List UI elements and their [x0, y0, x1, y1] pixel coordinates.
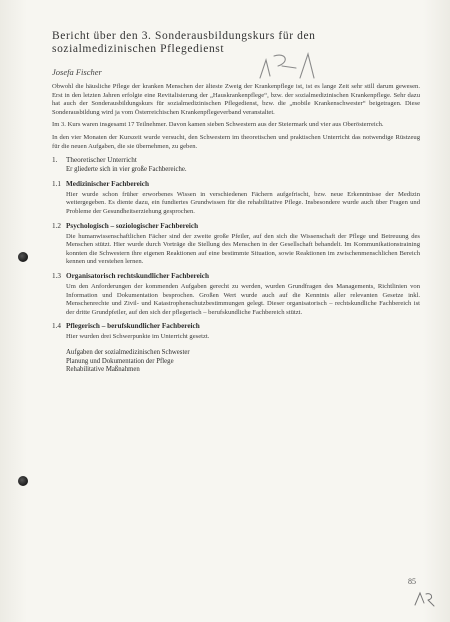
subsection-body: Hier wurde schon früher erworbenes Wissen in verschiedenen Fächern aufgefrischt, bzw. neue Erkenntnisse der Medizin weitergegeben. Es diente dazu, ein fundiertes Grundwissen für die rehabilitative Pflege. Insbesondere wurde auch über Fragen und Probleme der Gesundheitserziehung gesprochen.	[66, 190, 420, 215]
focus-list	[66, 349, 420, 375]
intro-paragraph: In den vier Monaten der Kurszeit wurde versucht, den Schwestern im theoretischen und praktischen Unterricht das notwendige Rüstzeug für die neuen Aufgaben, die sie übernehmen, zu geben.	[52, 133, 420, 150]
subsection-body: Um den Anforderungen der kommenden Aufgaben gerecht zu werden, wurden Grundfragen des Managements, Richtlinien von Information und Dokumentation besprochen. Großen Wert wurde auch auf die Kenntnis aller relevanten Gesetze inkl. Menschenrechte und Zivil- und Katastrophenschutzbestimmungen gelegt. Dieser organisatorisch – rechtskundliche Fachbereich ist der dritte Grundpfeiler, auf den sich der pflegerisch – berufskundliche Fachbereich stützt.	[66, 282, 420, 316]
subsection-number: 1.3	[52, 271, 61, 280]
list-item: Rehabilitative Maßnahmen	[66, 366, 140, 374]
document-title	[52, 30, 420, 56]
section-heading	[52, 156, 420, 165]
subsection-number: 1.1	[52, 179, 61, 188]
subsection-title: Psychologisch – soziologischer Fachbereich	[66, 221, 199, 230]
intro-paragraph: Im 3. Kurs waren insgesamt 17 Teilnehmer. Davon kamen sieben Schwestern aus der Steiermark und vier aus Oberösterreich.	[52, 121, 384, 129]
page-number: 85	[408, 577, 416, 586]
subsection-heading	[52, 180, 420, 189]
subsection-title: Organisatorisch rechtskundlicher Fachbereich	[66, 271, 209, 280]
subsection-heading	[52, 322, 420, 331]
punch-hole	[18, 252, 28, 262]
subsection-title: Pflegerisch – berufskundlicher Fachbereich	[66, 322, 200, 331]
list-item: Planung und Dokumentation der Pflege	[66, 357, 174, 365]
author-name: Josefa Fischer	[52, 67, 102, 77]
punch-hole	[18, 476, 28, 486]
list-item: Aufgaben der sozialmedizinischen Schwester	[66, 348, 190, 356]
subsection-heading	[52, 222, 420, 231]
subsection-body: Hier wurden drei Schwerpunkte im Unterricht gesetzt.	[66, 333, 210, 341]
document-content	[52, 30, 420, 375]
title-line: Bericht über den 3. Sonderausbildungskurs für den	[52, 30, 316, 42]
handwritten-mark	[412, 590, 436, 608]
subsection-number: 1.2	[52, 221, 61, 230]
subsection-number: 1.4	[52, 322, 61, 331]
section-note: Er gliederte sich in vier große Fachbereiche.	[66, 166, 187, 174]
subsection-heading	[52, 272, 420, 281]
section-title: Theoretischer Unterricht	[66, 156, 137, 165]
subsection-body: Die humanwissenschaftlichen Fächer sind der zweite große Pfeiler, auf den sich die Wissenschaft der Pflege und Betreuung des Menschen stützt. Hier wurde durch Vorträge die Stellung des Menschen in der Gesellschaft behandelt. Im Kommunikationstraining konnten die Schwestern ihre eigenen Reaktionen auf eine bestimmte Situation, sowie Reaktionen im zwischenmenschlichen Bereich kennen und verstehen lernen.	[66, 232, 420, 266]
intro-paragraph: Obwohl die häusliche Pflege der kranken Menschen der älteste Zweig der Krankenpflege ist, ist es lange Zeit sehr still darum gewesen. Erst in den letzten Jahren erfolgte eine Revitalisierung der „Hauskrankenpflege“, bzw. der sozialmedizinischen Krankenpflege. Sehr dazu hat auch der Sonderausbildungskurs für sozialmedizinischen Pflegedienst, bzw. die „mobile Krankenschwester“ beigetragen. Diese Sonderausbildung wird ja vom Österreichischen Krankenpflegeverband veranstaltet.	[52, 83, 420, 116]
title-line: sozialmedizinischen Pflegedienst	[52, 43, 225, 55]
section-number: 1.	[52, 156, 58, 165]
subsection-title: Medizinischer Fachbereich	[66, 179, 149, 188]
